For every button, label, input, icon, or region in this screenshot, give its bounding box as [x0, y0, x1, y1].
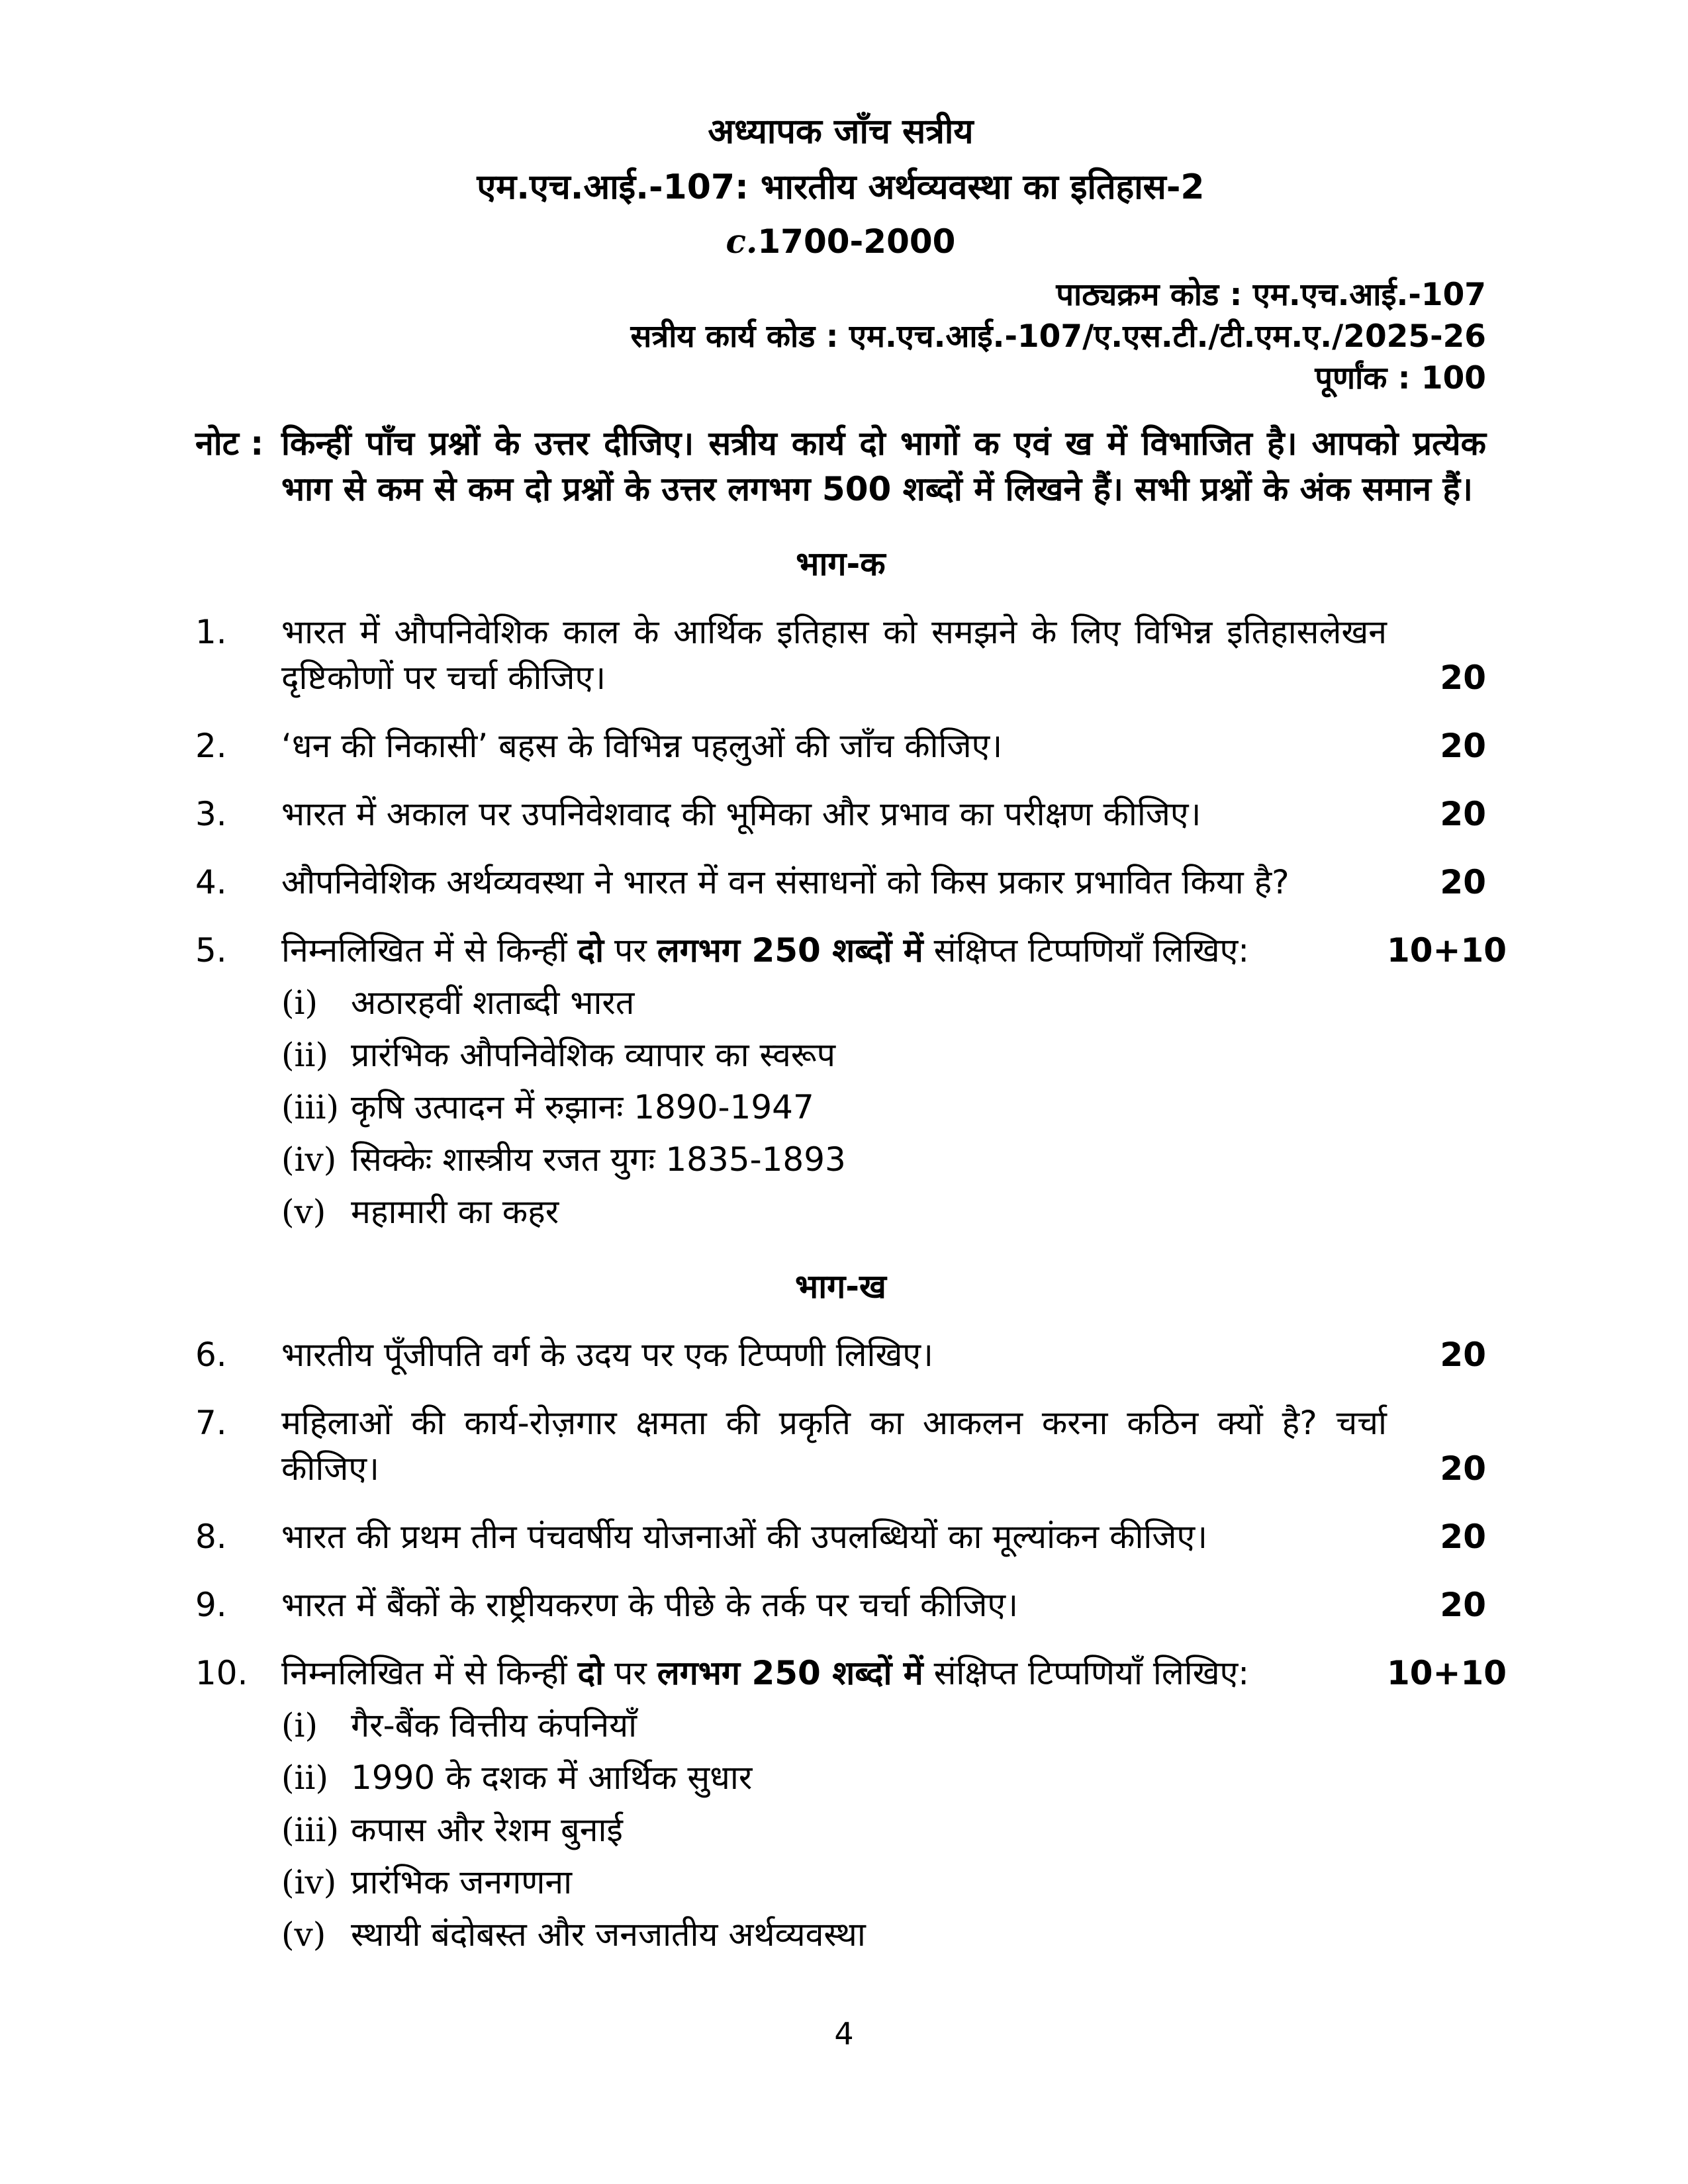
subitem-row	[281, 1703, 1387, 1749]
era-circa: c.	[726, 222, 758, 261]
subitem-label: (iii)	[281, 1811, 339, 1849]
subitem-label: (i)	[281, 983, 318, 1022]
question-number: 10.	[195, 1654, 248, 1692]
section-heading-part-a: भाग-क	[796, 545, 886, 583]
course-title: एम.एच.आई.-107: भारतीय अर्थव्यवस्था का इतिहास-2	[477, 167, 1205, 207]
question-row-7	[195, 1400, 1486, 1492]
subitem-row	[281, 1032, 1387, 1078]
assignment-code-line: सत्रीय कार्य कोड : एम.एच.आई.-107/ए.एस.टी./टी.एम.ए./2025-26	[630, 318, 1486, 355]
subitem-text: गैर-बैंक वित्तीय कंपनियाँ	[351, 1706, 637, 1745]
question-row-1	[195, 610, 1486, 701]
subitem-row	[281, 1085, 1387, 1130]
question-text: औपनिवेशिक अर्थव्यवस्था ने भारत में वन संसाधनों को किस प्रकार प्रभावित किया है?	[281, 863, 1289, 901]
question-row-9	[195, 1582, 1486, 1628]
question-number: 1.	[195, 613, 227, 651]
question-body	[281, 1651, 1387, 1958]
subitem-label: (iv)	[281, 1140, 337, 1179]
subitem-label: (iii)	[281, 1088, 339, 1126]
page-number: 4	[834, 2016, 854, 2052]
subitem-text: स्थायी बंदोबस्त और जनजातीय अर्थव्यवस्था	[351, 1915, 866, 1954]
subitem-label: (i)	[281, 1706, 318, 1745]
subitem-row	[281, 980, 1387, 1026]
subitem-text: सिक्केः शास्त्रीय रजत युगः 1835-1893	[351, 1140, 846, 1179]
section-heading-part-b: भाग-ख	[795, 1267, 886, 1306]
subitem-text: कृषि उत्पादन में रुझानः 1890-1947	[351, 1088, 814, 1126]
subitem-label: (ii)	[281, 1758, 328, 1797]
era-line	[195, 220, 1486, 263]
subitem-label: (iv)	[281, 1863, 337, 1901]
stem-text: पर	[604, 931, 657, 970]
question-marks: 20	[1440, 1518, 1486, 1556]
subitem-text: प्रारंभिक औपनिवेशिक व्यापार का स्वरूप	[351, 1036, 836, 1074]
question-row-10	[195, 1651, 1507, 1958]
subitem-row	[281, 1860, 1387, 1905]
stem-bold: लगभग 250 शब्दों में	[657, 931, 923, 970]
question-number: 4.	[195, 863, 227, 901]
subitem-row	[281, 1755, 1387, 1801]
page-content	[195, 109, 1507, 1958]
question-row-8	[195, 1514, 1486, 1560]
question-row-2	[195, 723, 1486, 769]
question-marks: 20	[1440, 727, 1486, 765]
question-row-5	[195, 928, 1507, 1235]
question-text: भारत की प्रथम तीन पंचवर्षीय योजनाओं की उपलब्धियों का मूल्यांकन कीजिए।	[281, 1518, 1208, 1556]
subitem-text: महामारी का कहर	[351, 1193, 559, 1231]
question-stem	[281, 928, 1387, 974]
question-row-4	[195, 860, 1486, 905]
question-text: ‘धन की निकासी’ बहस के विभिन्न पहलुओं की जाँच कीजिए।	[281, 727, 1003, 765]
question-marks: 20	[1440, 659, 1486, 697]
subitem-label: (ii)	[281, 1036, 328, 1074]
stem-bold: दो	[577, 931, 604, 970]
question-number: 2.	[195, 727, 227, 765]
question-marks: 20	[1440, 795, 1486, 833]
course-code-line: पाठ्यक्रम कोड : एम.एच.आई.-107	[1056, 277, 1486, 313]
question-marks: 20	[1440, 1449, 1486, 1488]
question-text: भारत में अकाल पर उपनिवेशवाद की भूमिका और प्रभाव का परीक्षण कीजिए।	[281, 795, 1201, 833]
question-number: 3.	[195, 795, 227, 833]
stem-bold: दो	[577, 1654, 604, 1692]
question-text: महिलाओं की कार्य-रोज़गार क्षमता की प्रकृति का आकलन करना कठिन क्यों है? चर्चा कीजिए।	[281, 1404, 1387, 1488]
question-number: 8.	[195, 1518, 227, 1556]
stem-bold: लगभग 250 शब्दों में	[657, 1654, 923, 1692]
question-number: 6.	[195, 1336, 227, 1374]
subitem-text: अठारहवीं शताब्दी भारत	[351, 983, 635, 1022]
question-stem	[281, 1651, 1387, 1696]
note-text: किन्हीं पाँच प्रश्नों के उत्तर दीजिए। सत्रीय कार्य दो भागों क एवं ख में विभाजित है। आपको प्रत्येक भाग से कम से कम दो प्रश्नों के उत्तर लगभग 500 शब्दों में लिखने हैं। सभी प्रश्नों के अंक समान हैं।	[281, 424, 1486, 508]
stem-text: संक्षिप्त टिप्पणियाँ लिखिए:	[923, 1654, 1250, 1692]
question-marks: 20	[1440, 863, 1486, 901]
stem-text: निम्नलिखित में से किन्हीं	[281, 1654, 578, 1692]
question-row-3	[195, 792, 1486, 837]
subitem-row	[281, 1912, 1387, 1958]
note-block	[195, 421, 1486, 512]
question-text: भारतीय पूँजीपति वर्ग के उदय पर एक टिप्पणी लिखिए।	[281, 1336, 933, 1374]
subitem-row	[281, 1189, 1387, 1235]
subitem-label: (v)	[281, 1915, 326, 1954]
note-label: नोट :	[195, 424, 264, 463]
subitem-text: कपास और रेशम बुनाई	[351, 1811, 623, 1849]
question-text: भारत में औपनिवेशिक काल के आर्थिक इतिहास को समझने के लिए विभिन्न इतिहासलेखन दृष्टिकोणों पर चर्चा कीजिए।	[281, 613, 1387, 697]
question-marks: 20	[1440, 1336, 1486, 1374]
subitem-text: 1990 के दशक में आर्थिक सुधार	[351, 1758, 753, 1797]
question-number: 9.	[195, 1586, 227, 1624]
question-marks: 20	[1440, 1586, 1486, 1624]
question-body	[281, 928, 1387, 1235]
subitem-row	[281, 1807, 1387, 1853]
era-range: 1700-2000	[757, 222, 956, 261]
header	[195, 109, 1486, 263]
codes-block	[195, 276, 1486, 397]
stem-text: संक्षिप्त टिप्पणियाँ लिखिए:	[923, 931, 1250, 970]
max-marks-line: पूर्णांक : 100	[1315, 360, 1486, 396]
subitem-label: (v)	[281, 1193, 326, 1231]
subitem-row	[281, 1137, 1387, 1183]
question-text: भारत में बैंकों के राष्ट्रीयकरण के पीछे के तर्क पर चर्चा कीजिए।	[281, 1586, 1019, 1624]
question-marks: 10+10	[1387, 1654, 1507, 1692]
subitem-text: प्रारंभिक जनगणना	[351, 1863, 573, 1901]
assignment-type-title: अध्यापक जाँच सत्रीय	[708, 112, 974, 152]
question-number: 5.	[195, 931, 227, 970]
question-marks: 10+10	[1387, 931, 1507, 970]
stem-text: निम्नलिखित में से किन्हीं	[281, 931, 578, 970]
question-number: 7.	[195, 1404, 227, 1442]
question-row-6	[195, 1332, 1486, 1378]
stem-text: पर	[604, 1654, 657, 1692]
